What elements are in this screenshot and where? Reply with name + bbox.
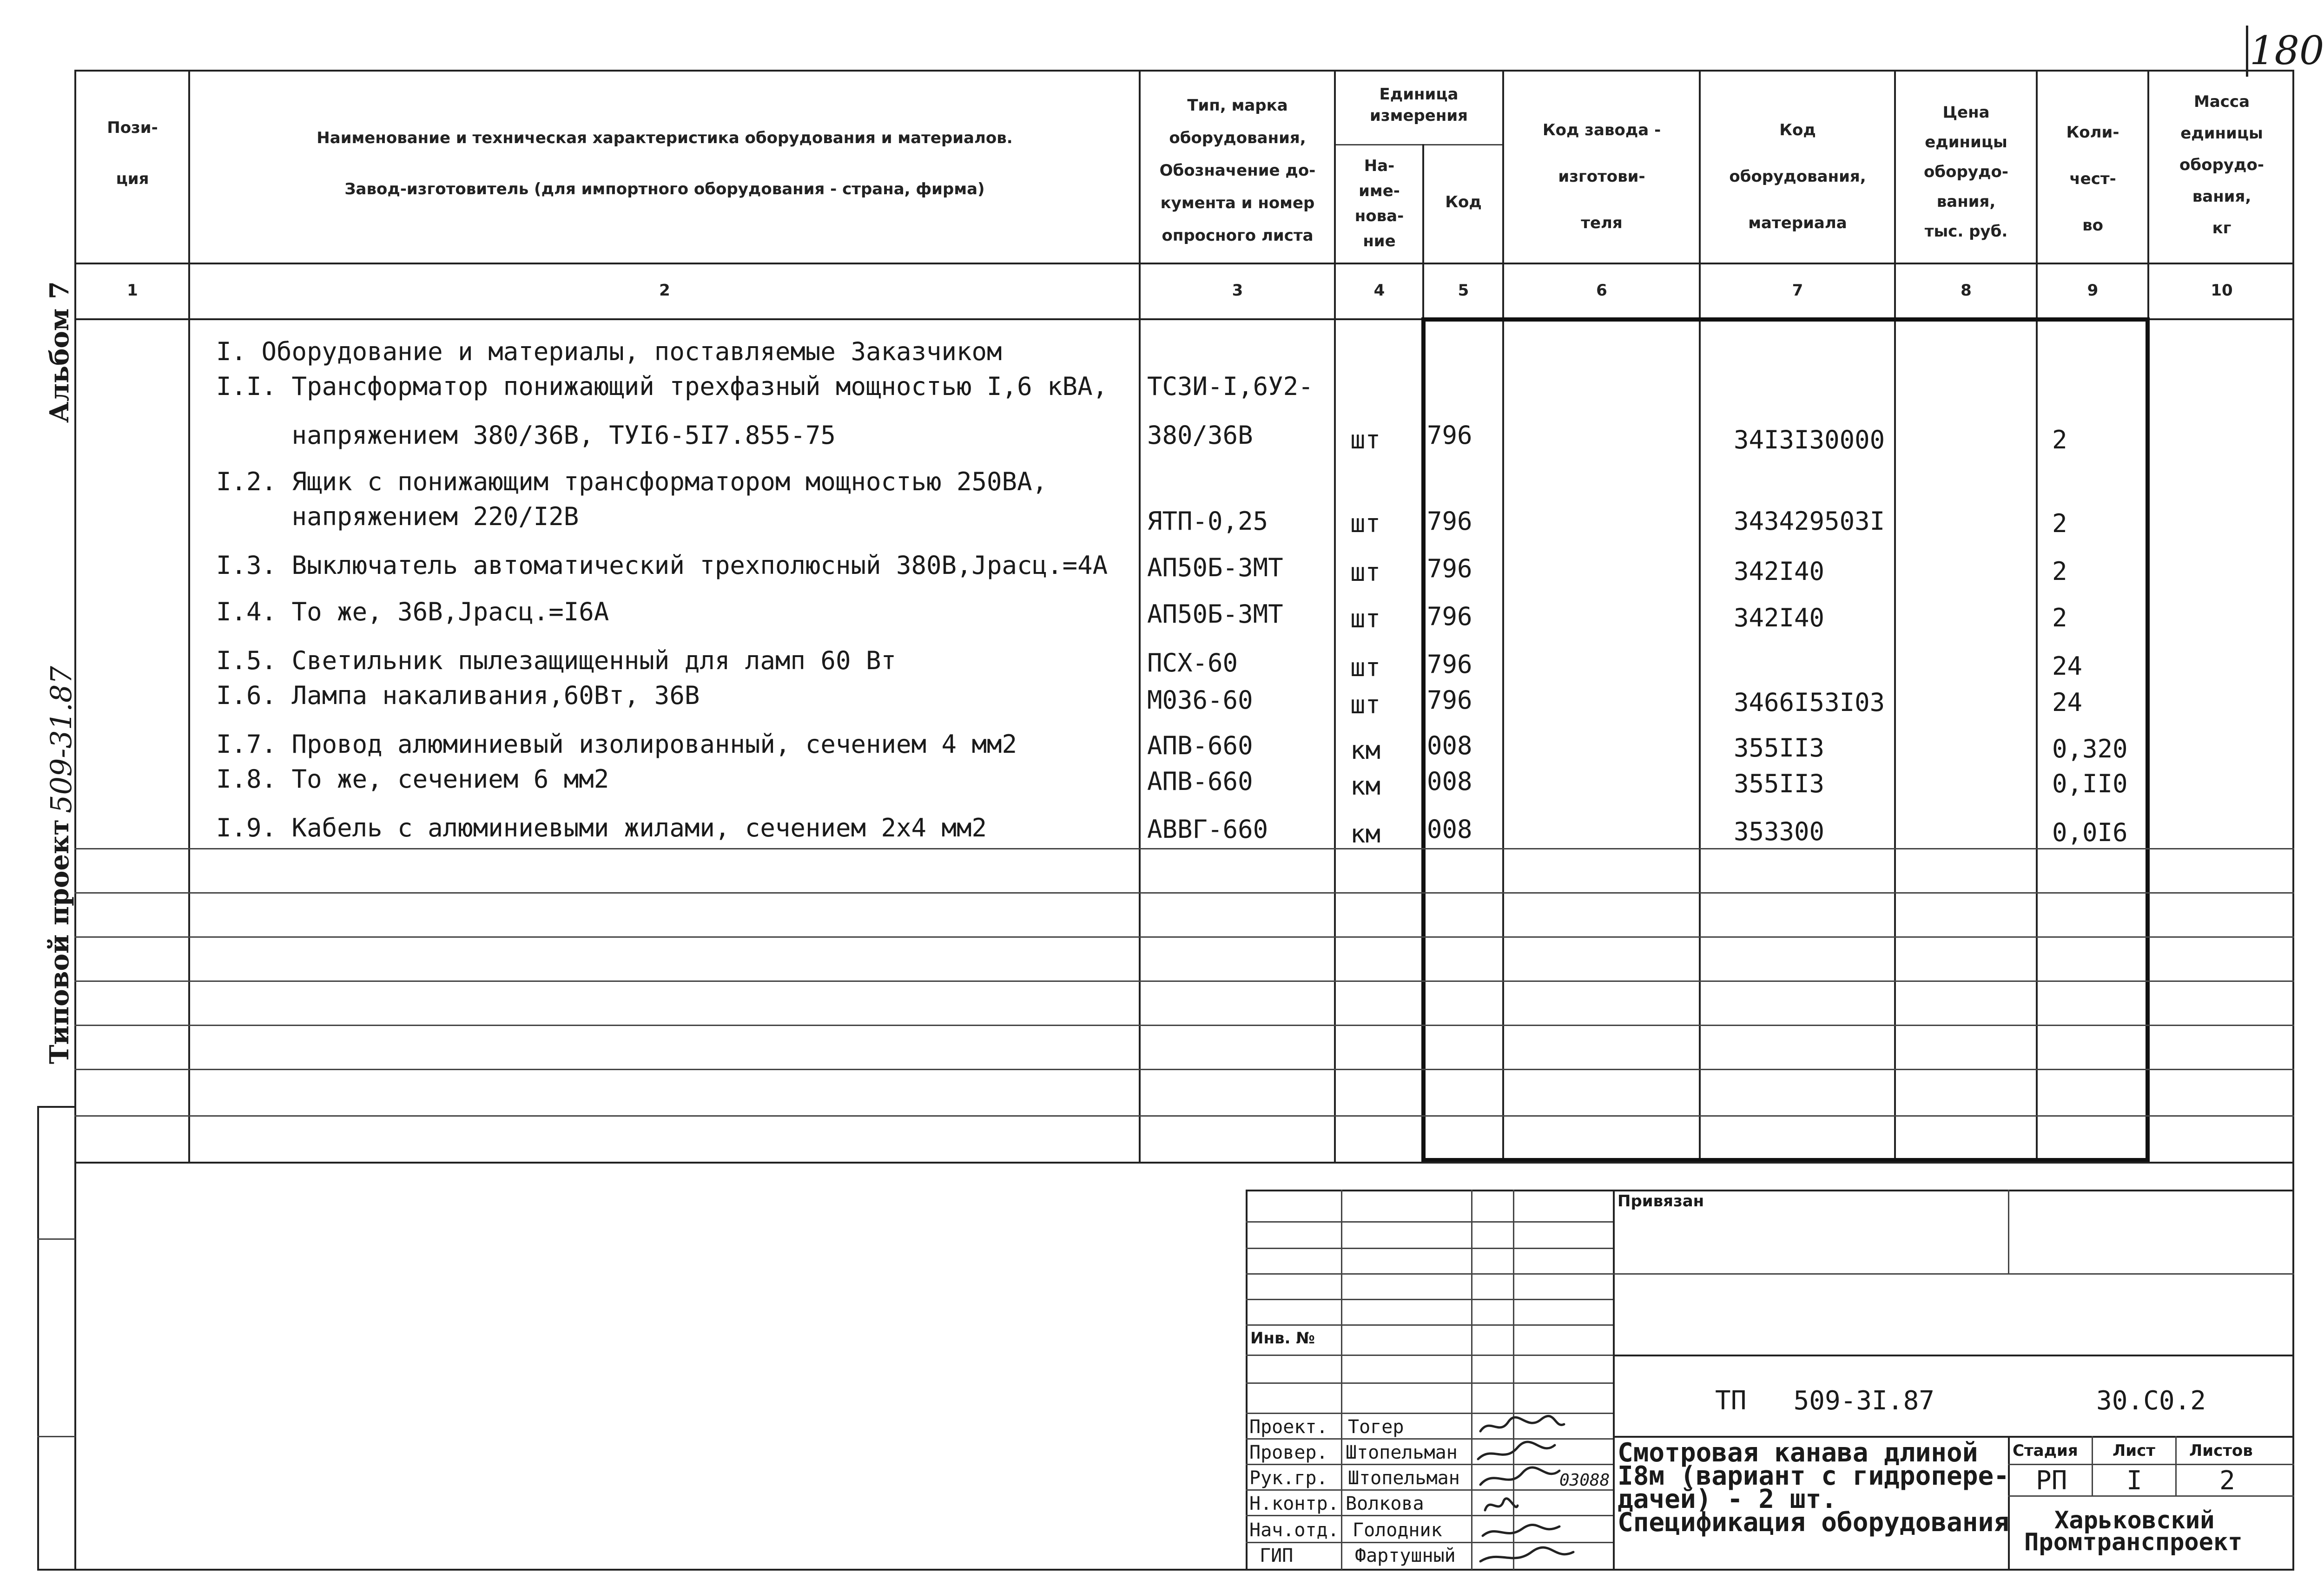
row-unit: шт	[1350, 690, 1381, 719]
header-col7: Код оборудования, материала	[1729, 121, 1866, 232]
row-name: I.I. Трансформатор понижающий трехфазный мощностью I,6 кВА,	[216, 372, 1108, 401]
colnum-4: 4	[1373, 281, 1385, 300]
row-eqcode: 342I40	[1734, 557, 1825, 586]
colnum-5: 5	[1458, 281, 1469, 300]
row-name: I.3. Выключатель автоматический трехполюсный 380В,Jрасц.=4А	[216, 551, 1108, 580]
org-line: Харьковский	[2054, 1506, 2215, 1534]
row-qty: 24	[2052, 688, 2083, 717]
colnum-6: 6	[1596, 281, 1607, 300]
row-code: 008	[1427, 815, 1472, 844]
role-label: Провер.	[1249, 1442, 1328, 1463]
doc-title-line: Спецификация оборудования	[1618, 1507, 2009, 1538]
sheets-label: Листов	[2189, 1441, 2253, 1460]
doc-title-line: дачей) - 2 шт.	[1618, 1484, 1837, 1514]
row-unit: шт	[1350, 509, 1381, 538]
row-type: М036-60	[1147, 685, 1253, 715]
colnum-3: 3	[1232, 281, 1243, 300]
row-qty: 2	[2052, 509, 2067, 538]
role-name: Фартушный	[1355, 1545, 1456, 1566]
inv-number-label: Инв. №	[1250, 1329, 1315, 1348]
colnum-10: 10	[2211, 281, 2233, 300]
row-type: ПСХ-60	[1147, 648, 1238, 678]
row-code: 796	[1427, 421, 1472, 450]
role-label: ГИП	[1260, 1545, 1294, 1566]
row-name: напряжением 220/I2В	[216, 502, 579, 531]
sheet-code: 30.С0.2	[2096, 1386, 2206, 1416]
header-col1: Пози- ция	[107, 118, 158, 188]
role-label: Проект.	[1249, 1416, 1328, 1438]
row-name: I.9. Кабель с алюминиевыми жилами, сечением 2х4 мм2	[216, 813, 987, 842]
row-name: I.5. Светильник пылезащищенный для ламп 60 Вт	[216, 646, 896, 675]
row-code: 796	[1427, 602, 1472, 631]
row-type: АП50Б-3МТ	[1147, 599, 1283, 629]
colnum-7: 7	[1792, 281, 1803, 300]
row-eqcode: 353300	[1734, 817, 1825, 846]
row-type: АПВ-660	[1147, 731, 1253, 760]
header-col2-line2: Завод-изготовитель (для импортного оборудования - страна, фирма)	[344, 180, 985, 198]
row-qty: 2	[2052, 603, 2067, 632]
row-code: 008	[1427, 731, 1472, 760]
colnum-1: 1	[127, 281, 138, 300]
row-type: ТСЗИ-I,6У2-	[1147, 372, 1314, 401]
colnum-2: 2	[659, 281, 670, 300]
role-label: Нач.отд.	[1249, 1520, 1339, 1541]
row-code: 008	[1427, 767, 1472, 796]
role-label: Рук.гр.	[1249, 1467, 1328, 1489]
row-eqcode: 34I3I30000	[1734, 425, 1885, 454]
signatures	[1471, 1413, 1611, 1571]
album-label: Альбом 7	[44, 281, 75, 423]
privyazan-label: Привязан	[1618, 1192, 1704, 1210]
header-col6: Код завода - изготови- теля	[1542, 121, 1661, 232]
header-col2-line1: Наименование и техническая характеристика оборудования и материалов.	[317, 129, 1013, 147]
sign-date: 03088	[1559, 1471, 1610, 1490]
colnum-8: 8	[1961, 281, 1972, 300]
project-label: Типовой проект	[44, 819, 75, 1064]
row-eqcode: 3466I53I03	[1734, 688, 1885, 717]
org-line: Промтранспроект	[2024, 1528, 2243, 1556]
row-unit: км	[1350, 819, 1381, 849]
role-name: Штопельман	[1346, 1442, 1458, 1463]
row-code: 796	[1427, 650, 1472, 679]
row-unit: км	[1350, 771, 1381, 801]
doc-title-line: I8м (вариант с гидропере-	[1618, 1461, 2009, 1491]
stage-value: РП	[2036, 1466, 2067, 1496]
row-name: I.8. То же, сечением 6 мм2	[216, 764, 609, 794]
row-qty: 24	[2052, 651, 2083, 681]
row-eqcode: 343429503I	[1734, 507, 1885, 536]
row-eqcode: 355II3	[1734, 733, 1825, 763]
row-qty: 2	[2052, 557, 2067, 586]
doc-code: ТП 509-3I.87	[1715, 1386, 1935, 1416]
header-col10: Масса единицы оборудо- вания, кг	[2179, 92, 2264, 237]
role-name: Тогер	[1348, 1416, 1404, 1438]
row-eqcode: 342I40	[1734, 603, 1825, 632]
row-type: АПВ-660	[1147, 767, 1253, 796]
header-col3: Тип, марка оборудования, Обозначение до- кумента и номер опросного листа	[1159, 96, 1316, 245]
row-type: ЯТП-0,25	[1147, 507, 1268, 536]
header-col9: Коли- чест- во	[2066, 123, 2119, 235]
row-type: 380/36В	[1147, 421, 1253, 450]
row-name: I.7. Провод алюминиевый изолированный, сечением 4 мм2	[216, 730, 1017, 759]
row-code: 796	[1427, 685, 1472, 715]
stage-label: Стадия	[2013, 1441, 2078, 1460]
sheet-label: Лист	[2113, 1441, 2155, 1460]
page-number: 180	[2250, 28, 2324, 73]
header-col4: На- име- нова- ние	[1354, 157, 1404, 250]
sheet-value: I	[2126, 1466, 2142, 1496]
row-unit: шт	[1350, 653, 1381, 682]
sheets-value: 2	[2219, 1466, 2235, 1496]
row-qty: 0,II0	[2052, 769, 2128, 798]
role-name: Волкова	[1346, 1493, 1424, 1514]
header-col5: Код	[1445, 193, 1482, 211]
row-name: I.4. То же, 36В,Jрасц.=I6А	[216, 597, 609, 626]
row-unit: км	[1350, 736, 1381, 765]
row-type: АВВГ-660	[1147, 815, 1268, 844]
project-number: 509-31.87	[44, 666, 78, 813]
row-qty: 2	[2052, 425, 2067, 454]
row-name: напряжением 380/36В, ТУI6-5I7.855-75	[216, 421, 836, 450]
row-name: I.2. Ящик с понижающим трансформатором мощностью 250ВА,	[216, 467, 1048, 496]
row-unit: шт	[1350, 558, 1381, 587]
row-name: I. Оборудование и материалы, поставляемые Заказчиком	[216, 337, 1002, 366]
header-col8: Цена единицы оборудо- вания, тыс. руб.	[1924, 103, 2008, 241]
role-label: Н.контр.	[1249, 1493, 1339, 1514]
colnum-9: 9	[2087, 281, 2099, 300]
row-name: I.6. Лампа накаливания,60Вт, 36В	[216, 681, 700, 710]
role-name: Штопельман	[1348, 1467, 1460, 1489]
row-code: 796	[1427, 554, 1472, 583]
row-qty: 0,0I6	[2052, 818, 2128, 847]
row-unit: шт	[1350, 604, 1381, 633]
doc-title-line: Смотровая канава длиной	[1618, 1438, 1978, 1468]
role-name: Голодник	[1353, 1520, 1442, 1541]
row-code: 796	[1427, 507, 1472, 536]
row-qty: 0,320	[2052, 734, 2128, 763]
row-type: АП50Б-3МТ	[1147, 553, 1283, 582]
row-unit: шт	[1350, 425, 1381, 454]
row-eqcode: 355II3	[1734, 769, 1825, 798]
header-units: Единица измерения	[1370, 85, 1468, 125]
